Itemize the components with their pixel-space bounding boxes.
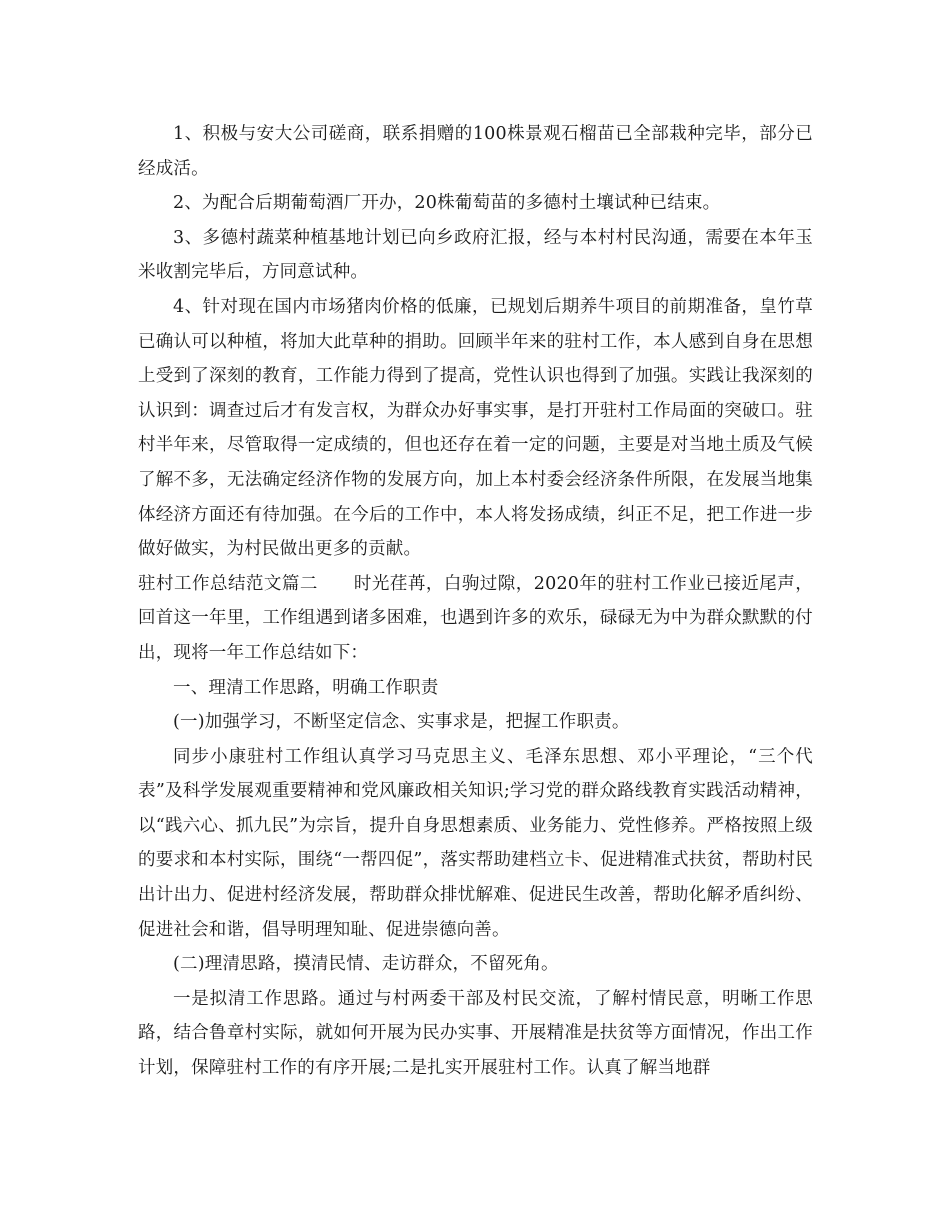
subheading-1: 一、理清工作思路，明确工作职责 [173, 677, 439, 698]
paragraph-item-3: 3、多德村蔬菜种植基地计划已向乡政府汇报，经与本村村民沟通，需要在本年玉米收割完毕后，方同意试种。 [138, 227, 813, 283]
subheading-1-2: (二)理清思路，摸清民情、走访群众，不留死角。 [173, 954, 559, 975]
paragraph-study: 同步小康驻村工作组认真学习马克思主义、毛泽东思想、邓小平理论，“三个代表”及科学发展观重要精神和党风廉政相关知识;学习党的群众路线教育实践活动精神，以“践六心、抓九民”为宗旨，提升自身思想素质、业务能力、党性修养。严格按照上级的要求和本村实际，围绕“一帮四促”，落实帮助建档立卡、促进精准式扶贫，帮助村民出计出力、促进村经济发展，帮助群众排忧解难、促进民生改善，帮助化解矛盾纠纷、促进社会和谐，倡导明理知耻、促进崇德向善。 [138, 746, 813, 940]
paragraph-approach: 一是拟清工作思路。通过与村两委干部及村民交流，了解村情民意，明晰工作思路，结合鲁章村实际，就如何开展为民办实事、开展精准是扶贫等方面情况，作出工作计划，保障驻村工作的有序开展;二是扎实开展驻村工作。认真了解当地群 [138, 988, 813, 1079]
paragraph-item-2: 2、为配合后期葡萄酒厂开办，20株葡萄苗的多德村土壤试种已结束。 [173, 193, 721, 214]
paragraph-item-1: 1、积极与安大公司磋商，联系捐赠的100株景观石榴苗已全部栽种完毕，部分已经成活。 [138, 124, 813, 179]
subheading-1-1: (一)加强学习，不断坚定信念、实事求是，把握工作职责。 [173, 712, 630, 733]
document-body [138, 117, 813, 1086]
paragraph-item-4: 4、针对现在国内市场猪肉价格的低廉，已规划后期养牛项目的前期准备，皇竹草已确认可以种植，将加大此草种的捐助。回顾半年来的驻村工作，本人感到自身在思想上受到了深刻的教育，工作能力得到了提高，党性认识也得到了加强。实践让我深刻的认识到：调查过后才有发言权，为群众办好事实事，是打开驻村工作局面的突破口。驻村半年来，尽管取得一定成绩的，但也还存在着一定的问题，主要是对当地土质及气候了解不多，无法确定经济作物的发展方向，加上本村委会经济条件所限，在发展当地集体经济方面还有待加强。在今后的工作中，本人将发扬成绩，纠正不足，把工作进一步做好做实，为村民做出更多的贡献。 [138, 296, 813, 560]
section-heading-paragraph: 驻村工作总结范文篇二 时光荏苒，白驹过隙，2020年的驻村工作业已接近尾声，回首这一年里，工作组遇到诸多困难，也遇到许多的欢乐，碌碌无为中为群众默默的付出，现将一年工作总结如下： [138, 573, 813, 663]
